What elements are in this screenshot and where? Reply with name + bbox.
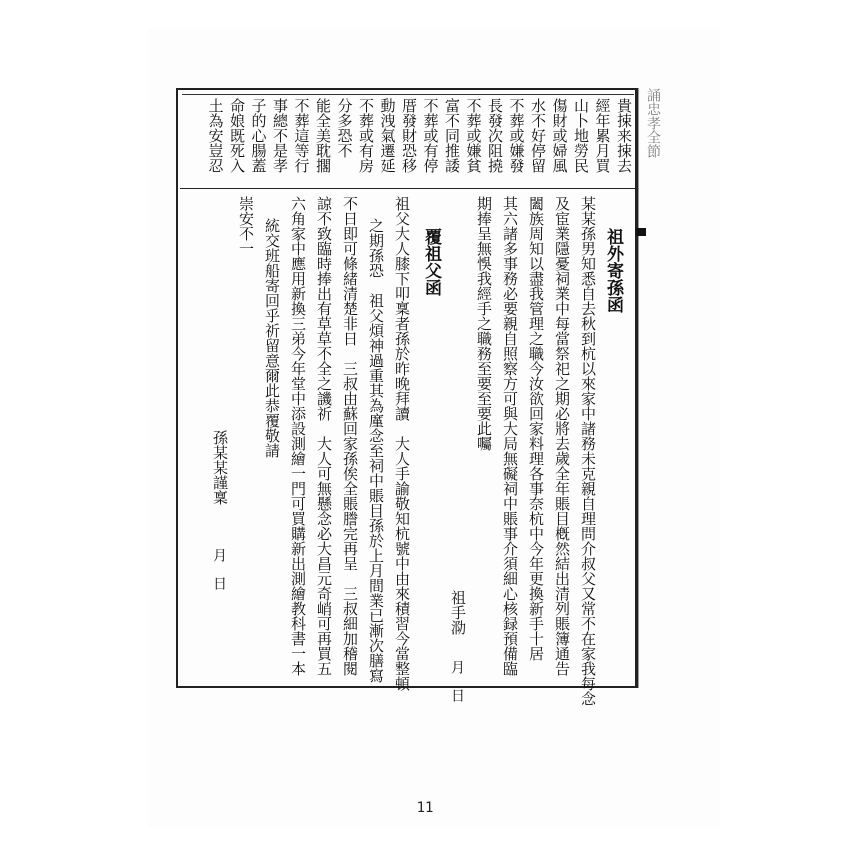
letter2-line: 之期孫恐 祖父煩神過重其為廑念至祠中賬目孫於上月間業已漸次膳寫: [367, 218, 385, 683]
letter2-line: 崇安不一: [237, 196, 255, 256]
upper-column: 能全美耽擱: [314, 98, 332, 173]
letter1-line: 其六諸多事務必要親自照察方可與大局無礙祠中賬事介須細心核録預備臨: [501, 196, 519, 676]
upper-column: 子的心腸蓋: [249, 98, 268, 173]
upper-column: 不葬或嫌貧: [464, 98, 483, 173]
letter2-signature: 孫某某謹稟: [211, 430, 229, 505]
letter1-line: 期捧呈無悞我經手之職務至要至要此囑: [475, 196, 493, 451]
letter2-date: 月 日: [211, 548, 227, 590]
page-number: 11: [416, 800, 434, 816]
upper-column: 土為安豈忍: [206, 98, 225, 173]
upper-column: 長發次阻撓: [486, 98, 504, 173]
letter1-line: 及宦業隱憂祠業中每當祭祀之期必將去歲全年賬目槪然結出清列賬簿通告: [553, 196, 571, 676]
upper-column: 山卜地勞民: [572, 98, 590, 173]
frame-inner-rule: [182, 94, 634, 96]
upper-column: 分多恐不: [335, 98, 354, 158]
letter2-line: 祖父大人膝下叩稟者孫於昨晚拜讀 大人手諭敬知杭號中由來積習今當整頓: [393, 196, 411, 691]
upper-column: 富不同推諉: [443, 98, 461, 173]
letter2-title: 覆祖父函: [421, 228, 441, 296]
upper-column: 不葬或有停: [421, 98, 440, 173]
letter1-date: 月 日: [449, 660, 465, 702]
upper-column: 不葬或嫌發: [507, 98, 526, 173]
letter1-title: 祖外寄孫函: [603, 228, 623, 313]
letter2-line: 諒不致臨時捧出有草草不全之譏祈 大人可無懸念必大昌元奇峭可再買五: [315, 196, 333, 676]
letter2-line: 不日即可條緒清楚非日 三叔由蘇回家孫俟全賬謄完再呈 三叔細加稽閱: [341, 196, 359, 676]
fold-mark: [636, 228, 646, 236]
upper-column: 命娘既死入: [228, 98, 246, 173]
spine-edge: [638, 88, 647, 688]
upper-column: 不葬這等行: [292, 98, 311, 173]
upper-column: 動洩氣遷延: [378, 98, 397, 173]
upper-column: 不葬或有房: [357, 98, 375, 173]
letter2-line: 統交班船寄回乎祈留意爾此恭覆敬請: [263, 218, 281, 458]
running-header: 誦忠孝全節: [645, 88, 661, 158]
upper-column: 事總不是孝: [271, 98, 289, 173]
upper-column: 傷財或婦風: [550, 98, 569, 173]
upper-column: 貴捒来捒去: [615, 98, 633, 173]
letter1-line: 某某孫男知悉自去秋到杭以來家中諸務未克親自理問介叔父又常不在家我每念: [579, 196, 597, 706]
section-divider: [180, 188, 636, 189]
upper-column: 水不好停留: [529, 98, 547, 173]
upper-column: 厝發財恐移: [400, 98, 418, 173]
upper-column: 經年累月買: [593, 98, 612, 173]
letter1-line: 闔族周知以盡我管理之職今汝欲回家料理各事奈杭中今年更換新手十居: [527, 196, 545, 661]
letter1-signature: 祖手泐: [449, 590, 467, 635]
letter2-line: 六角家中應用新換三弟今年堂中添設測繪一門可買購新出測繪教科書一本: [289, 196, 307, 676]
